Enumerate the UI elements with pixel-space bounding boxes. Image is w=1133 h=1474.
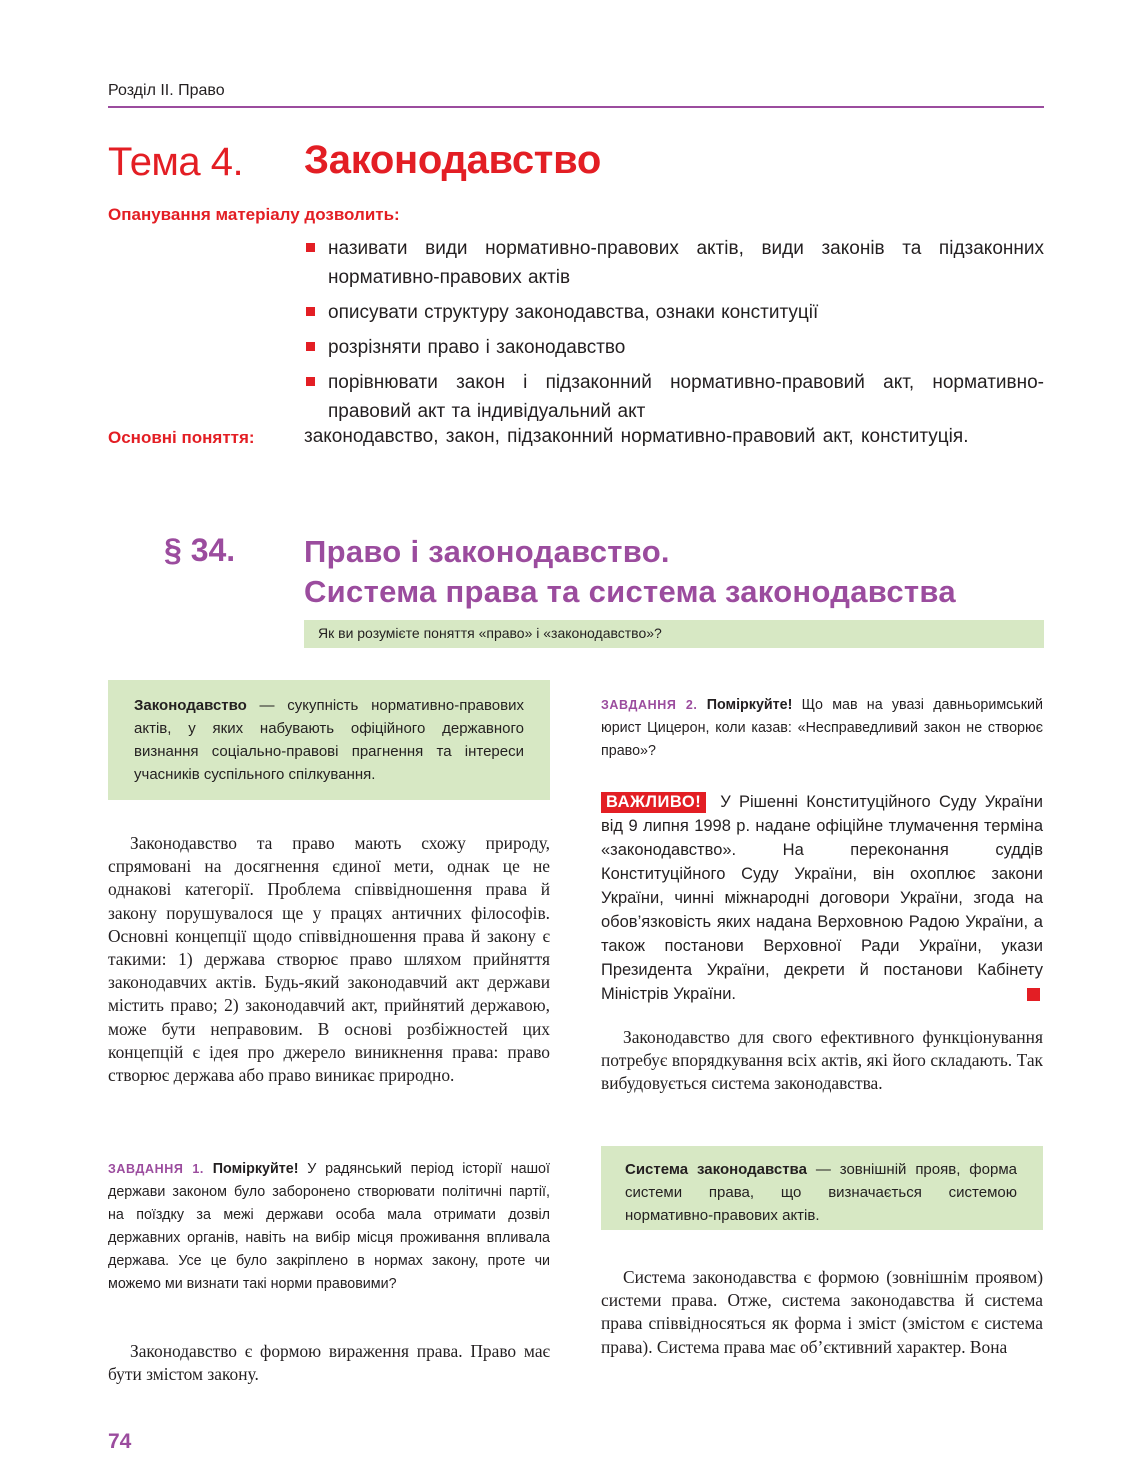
paragraph-title-line: Система права та система законодавства <box>304 574 956 609</box>
square-bullet-icon <box>306 342 315 351</box>
concepts-text: законодавство, закон, підзаконний нормативно-правовий акт, конституція. <box>304 426 969 447</box>
header-divider <box>108 106 1044 108</box>
square-bullet-icon <box>306 377 315 386</box>
paragraph-title <box>304 532 1044 612</box>
question-text: Як ви розумієте поняття «право» і «законодавство»? <box>318 625 662 641</box>
task-tag: ЗАВДАННЯ 1. <box>108 1162 204 1176</box>
definition-text: — зовнішній прояв, форма системи права, що визначається системою нормативно-правових актів. <box>625 1161 1017 1224</box>
task-text: У радянський період історії нашої держави законом було заборонено створювати політичні партії, на поїздку за межі держави особа мала отримати дозвіл державних органів, навіть на вибір місця проживання впливала держава. Усе це було закріплено в нормах закону, проте чи можемо ми визнати такі норми правовими? <box>108 1161 550 1292</box>
theme-label: Тема 4. <box>108 140 244 184</box>
definition-term: Система законодавства <box>625 1161 807 1178</box>
task-block <box>601 694 1043 763</box>
goal-text: називати види нормативно-правових актів, види законів та підзаконних нормативно-правових актів <box>328 238 1044 288</box>
definition-term: Законодавство <box>134 697 247 714</box>
mastery-label: Опанування матеріалу дозволить: <box>108 205 400 224</box>
question-bar <box>304 620 1044 648</box>
important-note <box>601 790 1043 1006</box>
section-header: Розділ II. Право <box>108 82 225 99</box>
square-bullet-icon <box>306 243 315 252</box>
page-number: 74 <box>108 1430 132 1453</box>
important-badge: ВАЖЛИВО! <box>601 792 706 813</box>
body-paragraph: Законодавство є формою вираження права. Право має бути змістом закону. <box>108 1341 550 1385</box>
goal-item <box>304 333 1044 362</box>
definition-text: — сукупність нормативно-правових актів, у яких набувають офіційного державного визнання соціально-правові прагнення та інтереси учасників суспільного спілкування. <box>134 697 524 783</box>
goals-list <box>304 234 1044 432</box>
task-text: Що мав на увазі давньоримський юрист Цицерон, коли казав: «Несправедливий закон не створює право»? <box>601 697 1043 759</box>
goal-text: розрізняти право і законодавство <box>328 337 626 358</box>
goal-item <box>304 234 1044 292</box>
goal-item <box>304 298 1044 327</box>
task-block <box>108 1158 550 1296</box>
goal-text: порівнювати закон і підзаконний нормативно-правовий акт, нормативно-правовий акт та індивідуальний акт <box>328 372 1044 422</box>
paragraph-title-line: Право і законодавство. <box>304 534 670 569</box>
definition-box <box>601 1146 1043 1230</box>
task-lead: Поміркуйте! <box>212 1161 299 1177</box>
important-text: У Рішенні Конституційного Суду України від 9 липня 1998 р. надане офіційне тлумачення терміна «законодавство». На переконання суддів Конституційного Суду України, він охоплює закони України, чинні міжнародні договори України, згода на обов’язковість яких надана Верховною Радою України, а також постанови Верховної Ради України, укази Президента України, декрети й постанови Кабінету Міністрів України. <box>601 793 1043 1003</box>
theme-title: Законодавство <box>304 138 601 182</box>
task-tag: ЗАВДАННЯ 2. <box>601 698 698 712</box>
definition-box <box>108 680 550 800</box>
body-paragraph: Система законодавства є формою (зовнішнім проявом) системи права. Отже, система законодавства й система права співвідносяться як форма і зміст (змістом є система права). Система права має об’єктивний характер. Вона <box>601 1267 1043 1357</box>
goal-item <box>304 368 1044 426</box>
concepts-label: Основні поняття: <box>108 428 255 447</box>
body-paragraph: Законодавство для свого ефективного функціонування потребує впорядкування всіх актів, які його складають. Так вибудовується система законодавства. <box>601 1027 1043 1094</box>
end-square-icon <box>1027 988 1040 1001</box>
square-bullet-icon <box>306 307 315 316</box>
paragraph-number: § 34. <box>164 532 236 568</box>
task-lead: Поміркуйте! <box>706 697 793 713</box>
body-paragraph: Законодавство та право мають схожу природу, спрямовані на досягнення єдиної мети, однак це не однакові категорії. Проблема співвідношення права й закону порушувалося ще у працях античних філософів. Основні концепції щодо співвідношення права й закону є такими: 1) держава створює право шляхом прийняття законодавчих актів. Будь-який законодавчий акт держави містить право; 2) законодавчий акт, прийнятий державою, може бути неправовим. В основі розбіжностей цих концепцій є ідея про джерело виникнення права: право створює держава або право виникає природно. <box>108 833 550 1086</box>
goal-text: описувати структуру законодавства, ознаки конституції <box>328 302 819 323</box>
